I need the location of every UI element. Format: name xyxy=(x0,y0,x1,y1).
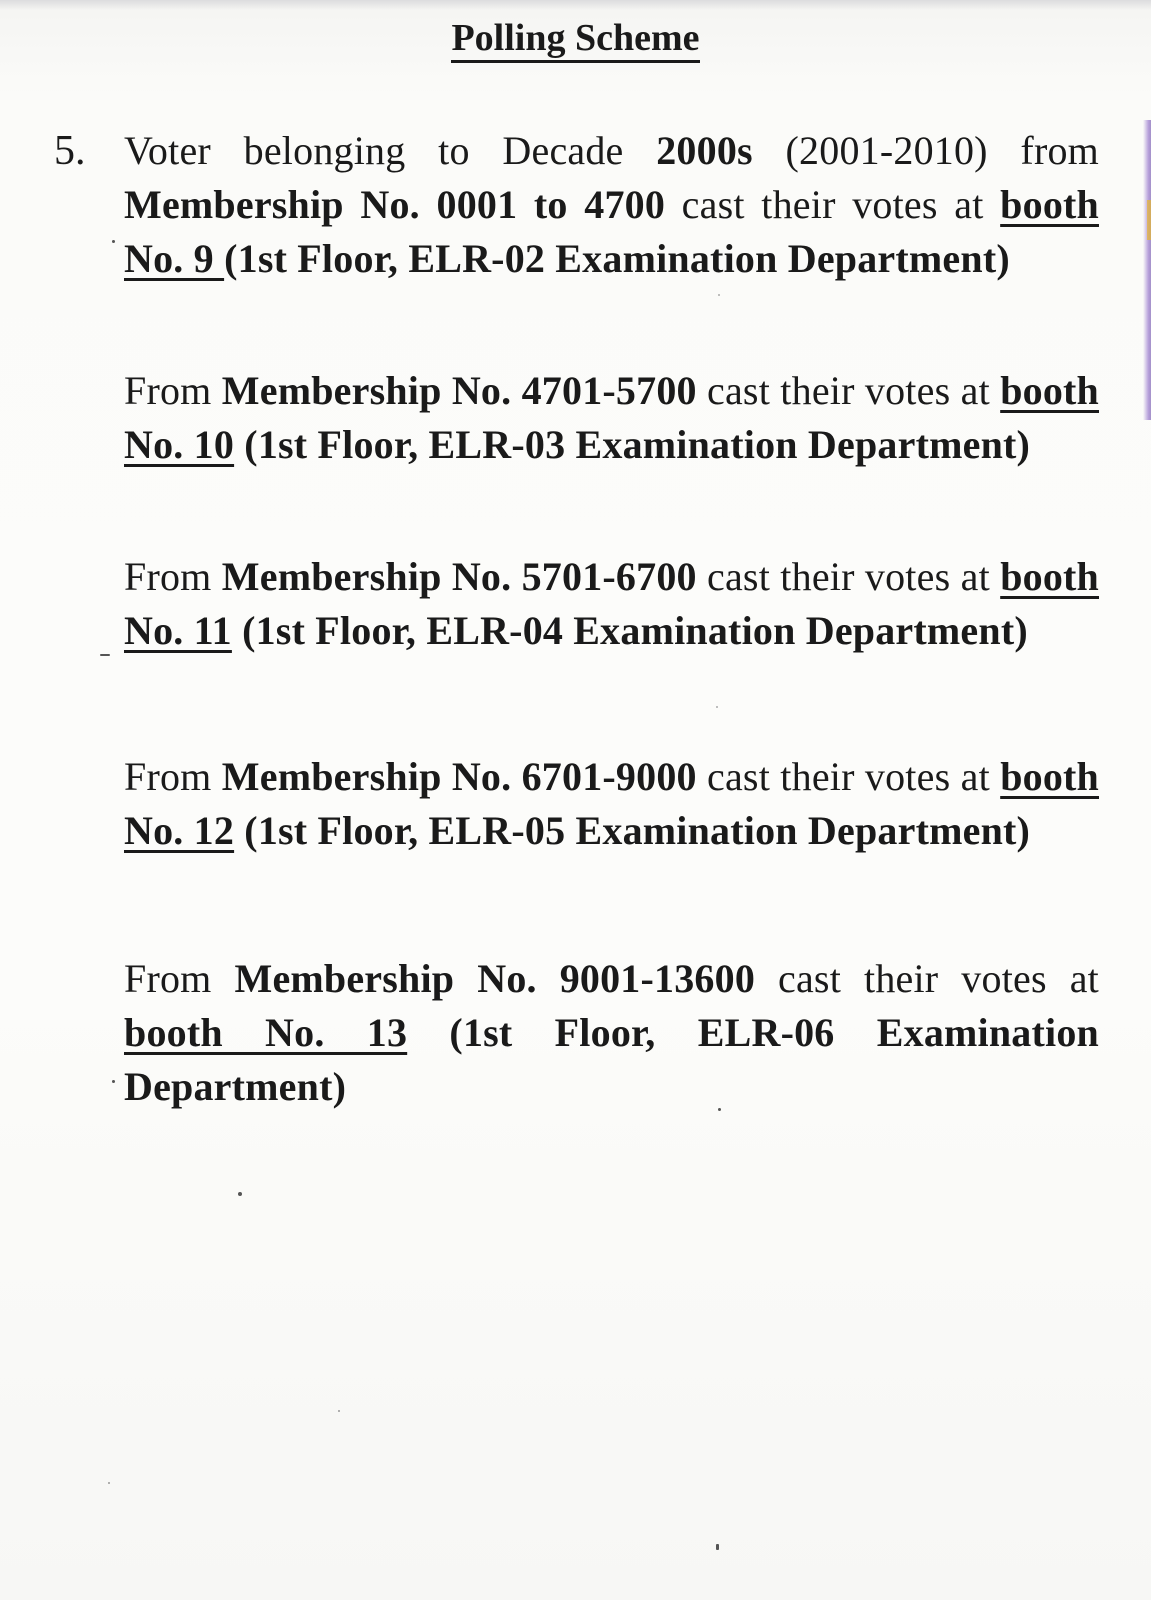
polling-entry-3 xyxy=(124,550,1099,658)
entry-mid: cast their votes at xyxy=(696,554,1001,599)
entry-lead: From xyxy=(124,754,222,799)
entry-mid: cast their votes at xyxy=(665,182,1001,227)
entry-location: (1st Floor, ELR-04 Examination Department) xyxy=(231,608,1028,653)
polling-entry-2 xyxy=(124,364,1099,472)
entry-range: (2001-2010) from xyxy=(752,128,1099,173)
item-number: 5. xyxy=(54,128,86,174)
entry-membership: Membership No. 5701-6700 xyxy=(221,554,697,599)
entry-mid: cast their votes at xyxy=(696,368,1001,413)
entry-lead: From xyxy=(124,368,222,413)
entry-membership: Membership No. 4701-5700 xyxy=(221,368,697,413)
page-title-text: Polling Scheme xyxy=(451,17,699,63)
entry-booth: booth No. 12 xyxy=(124,754,1099,853)
entry-mid: cast their votes at xyxy=(755,956,1099,1001)
scan-speck xyxy=(238,1192,242,1196)
page-title xyxy=(0,14,1151,62)
entry-lead: From xyxy=(124,956,235,1001)
entry-location: (1st Floor, ELR-05 Examination Department) xyxy=(234,808,1031,853)
polling-entry-5 xyxy=(124,952,1099,1114)
page-right-edge-mark xyxy=(1147,200,1151,240)
entry-lead: Voter belonging to Decade xyxy=(124,128,657,173)
scan-speck xyxy=(718,294,720,296)
polling-entry-1 xyxy=(124,124,1099,286)
entry-booth: booth No. 11 xyxy=(124,554,1099,653)
scan-speck xyxy=(338,1410,340,1412)
page-top-edge xyxy=(0,0,1151,10)
scan-speck xyxy=(718,1108,721,1111)
page-right-edge xyxy=(1143,120,1151,420)
scan-speck xyxy=(716,706,718,708)
entry-location: (1st Floor, ELR-06 Examination Department) xyxy=(124,1010,1099,1109)
entry-location: (1st Floor, ELR-03 Examination Department) xyxy=(234,422,1031,467)
scan-speck xyxy=(100,654,110,656)
scan-speck xyxy=(716,1544,719,1550)
entry-membership: Membership No. 0001 to 4700 xyxy=(124,182,666,227)
scan-speck xyxy=(108,1482,110,1484)
entry-mid: cast their votes at xyxy=(696,754,1001,799)
entry-membership: Membership No. 6701-9000 xyxy=(221,754,697,799)
entry-lead: From xyxy=(124,554,222,599)
entry-booth: booth No. 13 xyxy=(124,1010,408,1055)
entry-decade: 2000s xyxy=(656,128,753,173)
scan-speck xyxy=(112,240,115,243)
entry-booth: booth No. 9 xyxy=(124,182,1099,281)
entry-booth: booth No. 10 xyxy=(124,368,1099,467)
scan-speck xyxy=(112,1080,115,1083)
entry-location: (1st Floor, ELR-02 Examination Department) xyxy=(224,236,1010,281)
entry-membership: Membership No. 9001-13600 xyxy=(234,956,756,1001)
polling-entry-4 xyxy=(124,750,1099,858)
